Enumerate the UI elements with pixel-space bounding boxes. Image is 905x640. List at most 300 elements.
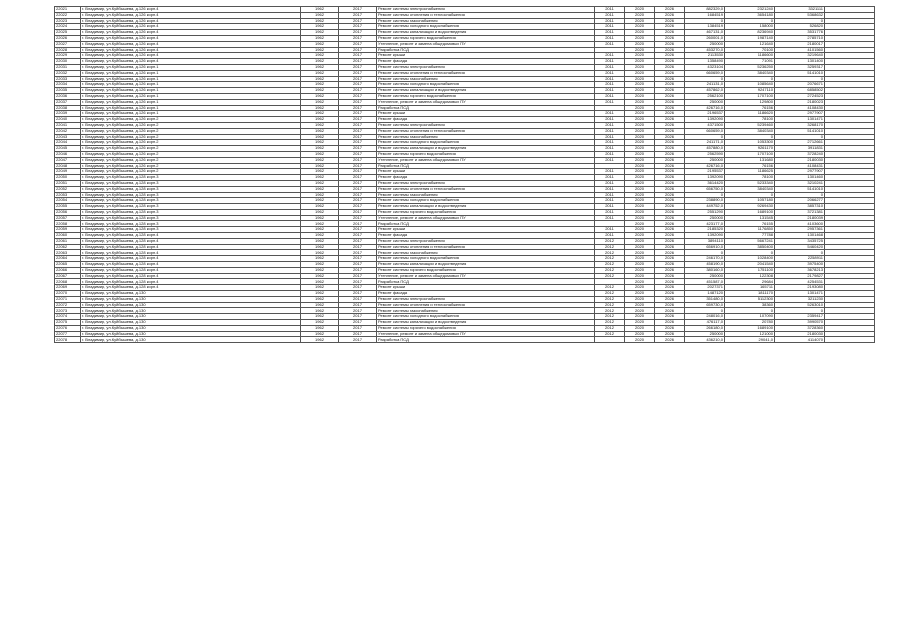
cell-y2: 2017 <box>339 233 377 239</box>
cell-y2: 2017 <box>339 157 377 163</box>
cell-n3: 2785710 <box>775 35 825 41</box>
cell-id: 22062 <box>55 244 81 250</box>
cell-n1: 2562590 <box>685 151 725 157</box>
cell-p1: 2011 <box>595 186 625 192</box>
cell-addr: г. Владимир, ул.Куйбышева, д.126 корп.4 <box>81 7 301 13</box>
cell-work: Ремонт системы газоснабжения <box>377 76 595 82</box>
cell-p3: 2026 <box>655 308 685 314</box>
cell-work: Ремонт системы отопления и теплоснабжения <box>377 186 595 192</box>
cell-n1: 250000 <box>685 215 725 221</box>
cell-work: Утепление, ремонт и замена общедомовых ПУ <box>377 157 595 163</box>
cell-addr: г. Владимир, ул.Куйбышева, д.126 корп.4 <box>81 24 301 30</box>
cell-y1: 1962 <box>301 244 339 250</box>
cell-p2: 2020 <box>625 163 655 169</box>
cell-n2: 1186620 <box>725 111 775 117</box>
cell-y2: 2017 <box>339 238 377 244</box>
cell-n2: 107090 <box>725 314 775 320</box>
cell-p3: 2026 <box>655 59 685 65</box>
cell-id: 22068 <box>55 279 81 285</box>
cell-work: Ремонт системы горячего водоснабжения <box>377 93 595 99</box>
cell-n2: 122308 <box>725 273 775 279</box>
cell-y1: 1962 <box>301 35 339 41</box>
cell-id: 22031 <box>55 64 81 70</box>
cell-p2: 2020 <box>625 157 655 163</box>
cell-id: 22050 <box>55 175 81 181</box>
cell-n1: 3614420 <box>685 180 725 186</box>
cell-id: 22065 <box>55 262 81 268</box>
cell-p2: 2020 <box>625 209 655 215</box>
cell-p3: 2026 <box>655 291 685 297</box>
cell-empty <box>825 337 875 343</box>
cell-p1: 2012 <box>595 308 625 314</box>
cell-y2: 2017 <box>339 227 377 233</box>
cell-y2: 2017 <box>339 221 377 227</box>
cell-p3: 2026 <box>655 169 685 175</box>
cell-addr: г. Владимир, ул.Куйбышева, д.128 корп.3 <box>81 204 301 210</box>
cell-y2: 2017 <box>339 273 377 279</box>
cell-id: 22033 <box>55 76 81 82</box>
cell-n3: 3259317 <box>775 64 825 70</box>
cell-id: 22043 <box>55 134 81 140</box>
cell-addr: г. Владимир, ул.Куйбышева, д.126 корп.1 <box>81 88 301 94</box>
cell-y1: 1962 <box>301 99 339 105</box>
cell-n1: 0 <box>685 76 725 82</box>
cell-work: Разработка ПСД <box>377 105 595 111</box>
cell-n1: 2185320 <box>685 227 725 233</box>
cell-p2: 2020 <box>625 122 655 128</box>
cell-y1: 1962 <box>301 64 339 70</box>
cell-y2: 2017 <box>339 12 377 18</box>
cell-p1: 2011 <box>595 198 625 204</box>
cell-y2: 2017 <box>339 134 377 140</box>
cell-id: 22041 <box>55 122 81 128</box>
cell-y1: 1962 <box>301 296 339 302</box>
cell-y1: 1962 <box>301 192 339 198</box>
cell-p2: 2020 <box>625 128 655 134</box>
cell-work: Ремонт фасада <box>377 175 595 181</box>
cell-n1: 250000 <box>685 157 725 163</box>
cell-addr: г. Владимир, ул.Куйбышева, д.130 <box>81 320 301 326</box>
cell-p2: 2020 <box>625 18 655 24</box>
cell-y1: 1962 <box>301 331 339 337</box>
cell-p2: 2020 <box>625 337 655 343</box>
cell-addr: г. Владимир, ул.Куйбышева, д.126 корп.2 <box>81 151 301 157</box>
cell-work: Ремонт системы холодного водоснабжения <box>377 256 595 262</box>
cell-id: 22034 <box>55 82 81 88</box>
cell-p2: 2020 <box>625 12 655 18</box>
cell-work: Ремонт системы газоснабжения <box>377 134 595 140</box>
cell-n3: 3321111 <box>775 7 825 13</box>
cell-id: 22057 <box>55 215 81 221</box>
cell-y2: 2017 <box>339 47 377 53</box>
cell-p2: 2020 <box>625 180 655 186</box>
cell-p1: 2011 <box>595 24 625 30</box>
cell-p3: 2026 <box>655 209 685 215</box>
cell-n2: 5667241 <box>725 238 775 244</box>
cell-p2: 2020 <box>625 111 655 117</box>
cell-work: Утепление, ремонт и замена общедомовых ПУ <box>377 99 595 105</box>
cell-n1: 266180,0 <box>685 325 725 331</box>
cell-y2: 2017 <box>339 180 377 186</box>
cell-p1: 2012 <box>595 325 625 331</box>
cell-y1: 1962 <box>301 111 339 117</box>
cell-y1: 1962 <box>301 151 339 157</box>
cell-y2: 2017 <box>339 93 377 99</box>
cell-addr: г. Владимир, ул.Куйбышева, д.126 корп.1 <box>81 70 301 76</box>
cell-n3: 5263010 <box>775 302 825 308</box>
cell-n1: 458190,0 <box>685 262 725 268</box>
cell-p3: 2026 <box>655 41 685 47</box>
cell-p3: 2026 <box>655 325 685 331</box>
cell-p2: 2020 <box>625 192 655 198</box>
cell-id: 22046 <box>55 151 81 157</box>
cell-id: 22047 <box>55 157 81 163</box>
cell-y2: 2017 <box>339 262 377 268</box>
cell-p3: 2026 <box>655 262 685 268</box>
cell-y1: 1962 <box>301 285 339 291</box>
cell-n3: 3721381 <box>775 209 825 215</box>
cell-work: Ремонт крыши <box>377 285 595 291</box>
cell-id: 22055 <box>55 204 81 210</box>
cell-p3: 2026 <box>655 140 685 146</box>
cell-p3: 2026 <box>655 314 685 320</box>
cell-y2: 2017 <box>339 35 377 41</box>
cell-id: 22069 <box>55 285 81 291</box>
cell-p2: 2020 <box>625 308 655 314</box>
cell-p3: 2026 <box>655 198 685 204</box>
cell-addr: г. Владимир, ул.Куйбышева, д.126 корп.1 <box>81 64 301 70</box>
cell-p2: 2020 <box>625 47 655 53</box>
cell-y1: 1962 <box>301 105 339 111</box>
cell-n2: 20780 <box>725 320 775 326</box>
cell-y1: 1962 <box>301 233 339 239</box>
cell-p3: 2026 <box>655 180 685 186</box>
cell-n1: 426716,0 <box>685 105 725 111</box>
cell-p3: 2026 <box>655 35 685 41</box>
cell-addr: г. Владимир, ул.Куйбышева, д.128 корп.4 <box>81 238 301 244</box>
cell-p2: 2020 <box>625 117 655 123</box>
cell-p1: 2012 <box>595 296 625 302</box>
cell-addr: г. Владимир, ул.Куйбышева, д.126 корп.2 <box>81 134 301 140</box>
cell-y2: 2017 <box>339 41 377 47</box>
cell-n3: 3857310 <box>775 204 825 210</box>
cell-n3: 3211230 <box>775 296 825 302</box>
cell-n2: 0 <box>725 308 775 314</box>
cell-addr: г. Владимир, ул.Куйбышева, д.126 корп.2 <box>81 140 301 146</box>
cell-id: 22056 <box>55 209 81 215</box>
cell-y2: 2017 <box>339 279 377 285</box>
cell-p1: 2011 <box>595 180 625 186</box>
cell-n2: 0 <box>725 134 775 140</box>
cell-y1: 1962 <box>301 320 339 326</box>
cell-n2: 0 <box>725 192 775 198</box>
cell-work: Ремонт системы отопления и теплоснабжения <box>377 244 595 250</box>
cell-work: Ремонт системы отопления и теплоснабжения <box>377 70 595 76</box>
cell-n2: 131680 <box>725 157 775 163</box>
cell-addr: г. Владимир, ул.Куйбышева, д.128 корп.3 <box>81 227 301 233</box>
cell-y2: 2017 <box>339 209 377 215</box>
cell-p1: 2012 <box>595 285 625 291</box>
cell-p1: 2012 <box>595 273 625 279</box>
cell-work: Ремонт крыши <box>377 169 595 175</box>
cell-p1: 2011 <box>595 35 625 41</box>
cell-y1: 1962 <box>301 180 339 186</box>
cell-p1: 2011 <box>595 99 625 105</box>
cell-n3: 3268170 <box>775 122 825 128</box>
cell-p1: 2011 <box>595 209 625 215</box>
cell-p2: 2020 <box>625 314 655 320</box>
cell-p2: 2020 <box>625 169 655 175</box>
cell-n2: 1176850 <box>725 227 775 233</box>
cell-p3: 2026 <box>655 273 685 279</box>
cell-n2: 2321240 <box>725 7 775 13</box>
cell-n1: 4371500 <box>685 122 725 128</box>
cell-n2: 78100 <box>725 175 775 181</box>
cell-p3: 2026 <box>655 157 685 163</box>
cell-n1: 457862,0 <box>685 88 725 94</box>
cell-y1: 1962 <box>301 163 339 169</box>
cell-y2: 2017 <box>339 169 377 175</box>
cell-addr: г. Владимир, ул.Куйбышева, д.128 корп.4 <box>81 233 301 239</box>
cell-p2: 2020 <box>625 64 655 70</box>
cell-p2: 2020 <box>625 320 655 326</box>
cell-work: Ремонт фасада <box>377 117 595 123</box>
cell-n3: 2076671 <box>775 82 825 88</box>
cell-n2: 38360 <box>725 302 775 308</box>
cell-p1: 2011 <box>595 151 625 157</box>
cell-id: 22076 <box>55 325 81 331</box>
cell-n3: 3728360 <box>775 325 825 331</box>
cell-n1: 426716,0 <box>685 163 725 169</box>
cell-n3: 1301400 <box>775 59 825 65</box>
cell-y2: 2017 <box>339 163 377 169</box>
cell-p2: 2020 <box>625 35 655 41</box>
cell-addr: г. Владимир, ул.Куйбышева, д.128 корп.4 <box>81 250 301 256</box>
cell-y2: 2017 <box>339 122 377 128</box>
cell-p1: 2012 <box>595 314 625 320</box>
cell-addr: г. Владимир, ул.Куйбышева, д.126 корп.2 <box>81 128 301 134</box>
cell-id: 22051 <box>55 180 81 186</box>
cell-p2: 2020 <box>625 134 655 140</box>
cell-p2: 2020 <box>625 273 655 279</box>
cell-work: Ремонт системы горячего водоснабжения <box>377 151 595 157</box>
cell-n2: 1186600 <box>725 53 775 59</box>
cell-n3: 1301468 <box>775 233 825 239</box>
cell-work: Ремонт крыши <box>377 227 595 233</box>
cell-work: Ремонт системы горячего водоснабжения <box>377 267 595 273</box>
cell-addr: г. Владимир, ул.Куйбышева, д.128 корп.3 <box>81 175 301 181</box>
cell-p2: 2020 <box>625 331 655 337</box>
cell-p2: 2020 <box>625 88 655 94</box>
cell-n2: 158000 <box>725 24 775 30</box>
cell-y1: 1962 <box>301 227 339 233</box>
cell-n2: 1811170 <box>725 291 775 297</box>
cell-work: Ремонт системы электроснабжения <box>377 7 595 13</box>
cell-n2: 8236940 <box>725 30 775 36</box>
cell-n3: 0 <box>775 18 825 24</box>
cell-n3: 2957361 <box>775 227 825 233</box>
cell-id: 22066 <box>55 267 81 273</box>
cell-n3: 4108430 <box>775 105 825 111</box>
cell-p1: 2011 <box>595 82 625 88</box>
cell-n1: 4323104 <box>685 64 725 70</box>
cell-y2: 2017 <box>339 30 377 36</box>
cell-n1: 246170,0 <box>685 256 725 262</box>
cell-p2: 2020 <box>625 7 655 13</box>
cell-p3: 2026 <box>655 88 685 94</box>
cell-id: 22024 <box>55 24 81 30</box>
cell-p3: 2026 <box>655 93 685 99</box>
cell-n2: 3840340 <box>725 70 775 76</box>
cell-n3: 2180039 <box>775 215 825 221</box>
cell-y2: 2017 <box>339 117 377 123</box>
cell-n3: 4108431 <box>775 163 825 169</box>
cell-p3: 2026 <box>655 24 685 30</box>
cell-p3: 2026 <box>655 279 685 285</box>
cell-p1: 2011 <box>595 204 625 210</box>
cell-addr: г. Владимир, ул.Куйбышева, д.128 корп.3 <box>81 192 301 198</box>
cell-y1: 1962 <box>301 117 339 123</box>
cell-n2: 129800 <box>725 99 775 105</box>
cell-n2: 1085640 <box>725 82 775 88</box>
cell-p1: 2012 <box>595 267 625 273</box>
cell-p3: 2026 <box>655 163 685 169</box>
cell-y1: 1962 <box>301 134 339 140</box>
cell-p1: 2011 <box>595 18 625 24</box>
cell-n1: 1392090 <box>685 117 725 123</box>
cell-n2: 9261170 <box>725 146 775 152</box>
cell-addr: г. Владимир, ул.Куйбышева, д.128 корп.4 <box>81 262 301 268</box>
cell-n3: 6858502 <box>775 88 825 94</box>
cell-addr: г. Владимир, ул.Куйбышева, д.126 корп.4 <box>81 41 301 47</box>
cell-n1: 250000 <box>685 331 725 337</box>
cell-work: Утепление, ремонт и замена общедомовых ПУ <box>377 41 595 47</box>
cell-work: Ремонт фасада <box>377 233 595 239</box>
cell-work: Ремонт фасада <box>377 291 595 297</box>
cell-n3: 3975400 <box>775 262 825 268</box>
cell-n2: 5112300 <box>725 296 775 302</box>
cell-n3: 5141010 <box>775 186 825 192</box>
cell-id: 22037 <box>55 99 81 105</box>
cell-p3: 2026 <box>655 302 685 308</box>
cell-p3: 2026 <box>655 244 685 250</box>
table-body <box>55 7 875 343</box>
cell-p1: 2011 <box>595 70 625 76</box>
cell-p2: 2020 <box>625 175 655 181</box>
cell-id: 22026 <box>55 35 81 41</box>
cell-p1: 2011 <box>595 233 625 239</box>
cell-work: Ремонт системы горячего водоснабжения <box>377 209 595 215</box>
cell-p1: 2011 <box>595 175 625 181</box>
cell-y2: 2017 <box>339 337 377 343</box>
cell-p2: 2020 <box>625 238 655 244</box>
cell-n3: 2977907 <box>775 111 825 117</box>
cell-n1: 660659,0 <box>685 70 725 76</box>
cell-n1: 436210,0 <box>685 337 725 343</box>
cell-p3: 2026 <box>655 320 685 326</box>
cell-n3: 4103600 <box>775 221 825 227</box>
cell-n3: 1301460 <box>775 175 825 181</box>
cell-y2: 2017 <box>339 140 377 146</box>
cell-p1: 2011 <box>595 215 625 221</box>
cell-y2: 2017 <box>339 175 377 181</box>
cell-y2: 2017 <box>339 105 377 111</box>
cell-p3: 2026 <box>655 296 685 302</box>
cell-work: Ремонт системы электроснабжения <box>377 296 595 302</box>
cell-n3: 2180030 <box>775 157 825 163</box>
cell-y2: 2017 <box>339 314 377 320</box>
cell-n3: 0 <box>775 134 825 140</box>
cell-n3: 4101560 <box>775 47 825 53</box>
cell-n1: 659730,0 <box>685 302 725 308</box>
cell-work: Ремонт системы канализации и водоотведения <box>377 30 595 36</box>
cell-n1: 449752,0 <box>685 204 725 210</box>
cell-y2: 2017 <box>339 325 377 331</box>
spreadsheet-page <box>54 6 874 343</box>
cell-p1: 2012 <box>595 302 625 308</box>
cell-n3: 526820 <box>775 24 825 30</box>
cell-p3: 2026 <box>655 18 685 24</box>
cell-addr: г. Владимир, ул.Куйбышева, д.126 корп.4 <box>81 18 301 24</box>
cell-p1 <box>595 337 625 343</box>
cell-p3: 2026 <box>655 267 685 273</box>
cell-y1: 1962 <box>301 122 339 128</box>
cell-addr: г. Владимир, ул.Куйбышева, д.126 корп.1 <box>81 82 301 88</box>
cell-p2: 2020 <box>625 146 655 152</box>
cell-y1: 1962 <box>301 24 339 30</box>
cell-addr: г. Владимир, ул.Куйбышева, д.128 корп.4 <box>81 285 301 291</box>
cell-n2: 5236250 <box>725 64 775 70</box>
cell-p2: 2020 <box>625 204 655 210</box>
cell-y2: 2017 <box>339 59 377 65</box>
cell-n1: 1392090 <box>685 175 725 181</box>
cell-work: Ремонт системы горячего водоснабжения <box>377 35 595 41</box>
cell-p1: 2011 <box>595 122 625 128</box>
cell-p1: 2012 <box>595 320 625 326</box>
repair-schedule-table <box>54 6 875 343</box>
cell-n2: 1707100 <box>725 151 775 157</box>
cell-p3: 2026 <box>655 12 685 18</box>
cell-y1: 1962 <box>301 273 339 279</box>
cell-n1: 1358490 <box>685 59 725 65</box>
cell-p1: 2012 <box>595 291 625 297</box>
cell-p1: 2011 <box>595 140 625 146</box>
cell-p2: 2020 <box>625 99 655 105</box>
cell-y1: 1962 <box>301 215 339 221</box>
cell-y1: 1962 <box>301 175 339 181</box>
cell-n1: 453270,0 <box>685 47 725 53</box>
cell-p3: 2026 <box>655 7 685 13</box>
cell-id: 22044 <box>55 140 81 146</box>
cell-y2: 2017 <box>339 198 377 204</box>
cell-p3: 2026 <box>655 192 685 198</box>
cell-id: 22042 <box>55 128 81 134</box>
cell-n1: 423177,0 <box>685 221 725 227</box>
cell-work: Ремонт системы отопления и теплоснабжения <box>377 128 595 134</box>
cell-y1: 1962 <box>301 325 339 331</box>
cell-p1: 2012 <box>595 256 625 262</box>
cell-n3: 2193080 <box>775 285 825 291</box>
cell-p3: 2026 <box>655 146 685 152</box>
cell-n3: 1301471 <box>775 291 825 297</box>
cell-n1: 2551290 <box>685 209 725 215</box>
cell-n1: 0 <box>685 308 725 314</box>
cell-y1: 1962 <box>301 30 339 36</box>
cell-id: 22077 <box>55 331 81 337</box>
cell-n3: 2180023 <box>775 99 825 105</box>
cell-n3: 0 <box>775 76 825 82</box>
cell-p3: 2026 <box>655 53 685 59</box>
